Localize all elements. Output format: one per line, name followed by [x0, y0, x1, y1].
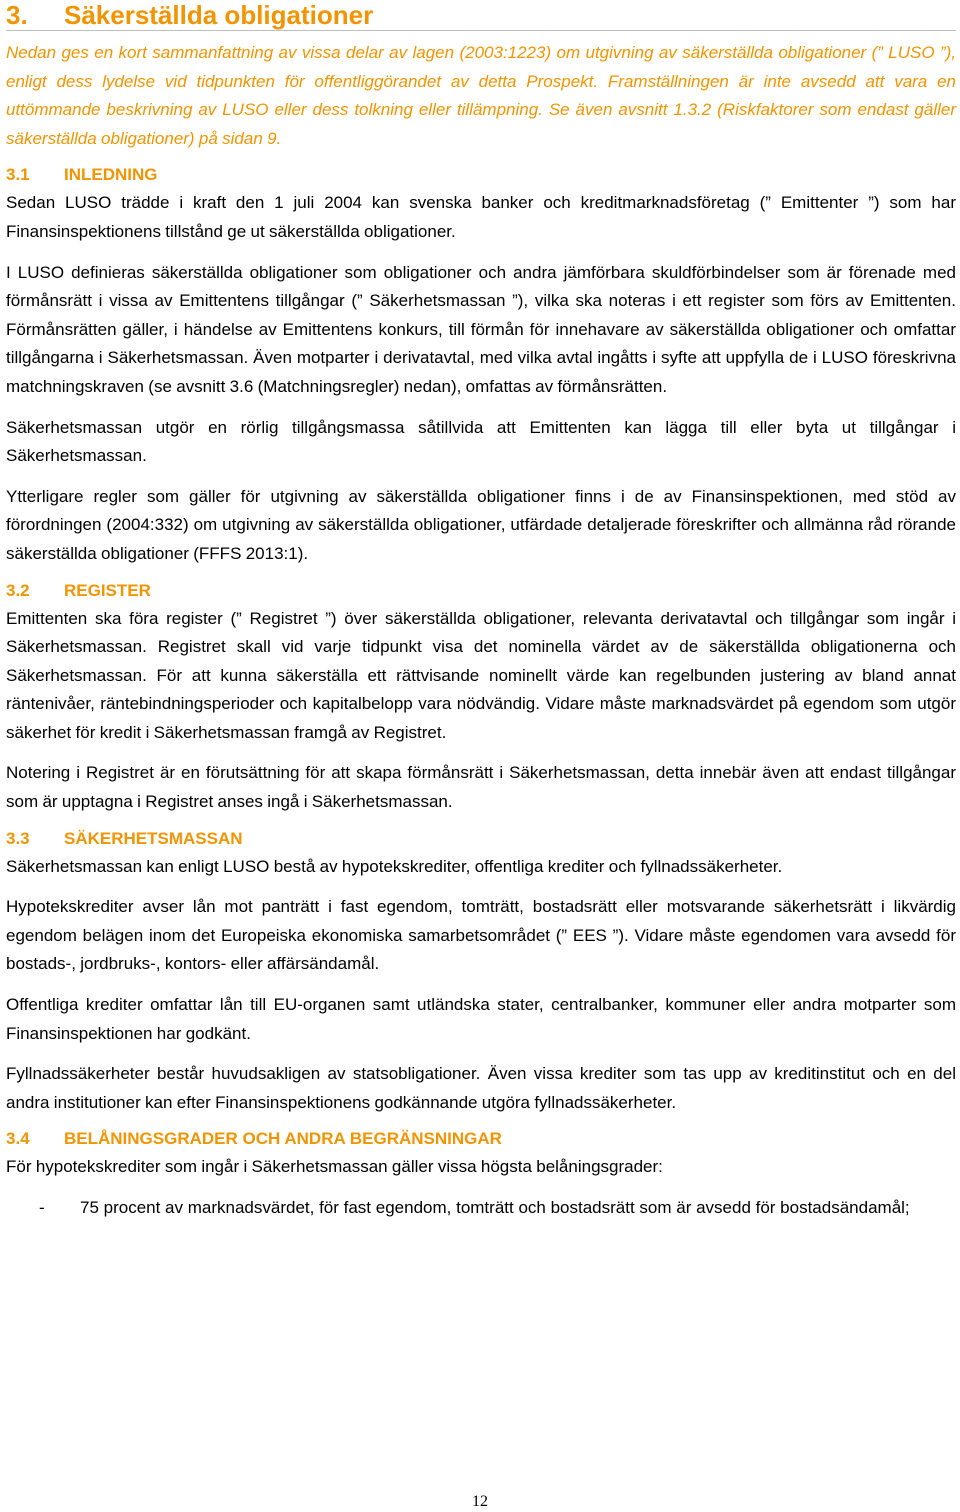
- list-marker: -: [39, 1198, 45, 1217]
- paragraph: Emittenten ska föra register (” Registret ”) över säkerställda obligationer, relevanta derivatavtal och tillgångar som ingår i Säkerhetsmassan. Registret skall vid varje tidpunkt visa det nominella värdet av de säkerställda obligationerna och Säkerhetsmassan. För att kunna säkerställa ett rättvisande nominellt värde kan regelbunden justering av bland annat räntenivåer, räntebindningsperioder och kapitalbelopp vara nödvändig. Vidare måste marknadsvärdet på egendom som utgör säkerhet för kredit i Säkerhetsmassan framgå av Registret.: [6, 608, 956, 742]
- section-number: 3.2: [6, 580, 30, 600]
- section-number: 3.1: [6, 165, 30, 185]
- paragraph: Säkerhetsmassan utgör en rörlig tillgångsmassa såtillvida att Emittenten kan lägga till eller byta ut tillgångar i Säkerhetsmassan.: [6, 417, 956, 466]
- document-page: [6, 0, 956, 1223]
- section-title: SÄKERHETSMASSAN: [64, 828, 243, 848]
- paragraph: Offentliga krediter omfattar lån till EU-organen samt utländska stater, centralbanker, kommuner eller andra motparter som Finansinspektionen har godkänt.: [6, 995, 956, 1043]
- section-number: 3.3: [6, 828, 30, 848]
- paragraph: Notering i Registret är en förutsättning för att skapa förmånsrätt i Säkerhetsmassan, detta innebär även att endast tillgångar som är upptagna i Registret anses ingå i Säkerhetsmassan.: [6, 763, 956, 812]
- paragraph: För hypotekskrediter som ingår i Säkerhetsmassan gäller vissa högsta belåningsgrader:: [6, 1157, 663, 1177]
- section-heading-register: [6, 576, 956, 605]
- section-heading-sakerhetsmassan: [6, 824, 956, 853]
- section-number: 3.4: [6, 1129, 30, 1149]
- chapter-heading: [6, 0, 956, 31]
- page-number: 12: [472, 1493, 488, 1510]
- paragraph: I LUSO definieras säkerställda obligationer som obligationer och andra jämförbara skuldförbindelser som är förenade med förmånsrätt i vissa av Emittentens tillgångar (” Säkerhetsmassan ”), vilka ska noteras i ett register som förs av Emittenten. Förmånsrätten gäller, i händelse av Emittentens konkurs, till förmån för innehavare av säkerställda obligationer och omfattar tillgångarna i Säkerhetsmassan. Även motparter i derivatavtal, med vilka avtal ingåtts i syfte att uppfylla de i LUSO föreskrivna matchningskraven (se avsnitt 3.6 (Matchningsregler) nedan), omfattas av förmånsrätten.: [6, 262, 956, 396]
- paragraph: Hypotekskrediter avser lån mot panträtt i fast egendom, tomträtt, bostadsrätt eller motsvarande säkerhetsrätt i likvärdig egendom belägen inom det Europeiska ekonomiska samarbetsområdet (” EES ”). Vidare måste egendomen vara avsedd för bostads-, jordbruks-, kontors- eller affärsändamål.: [6, 897, 956, 974]
- section-title: BELÅNINGSGRADER OCH ANDRA BEGRÄNSNINGAR: [64, 1129, 502, 1149]
- paragraph: Ytterligare regler som gäller för utgivning av säkerställda obligationer finns i de av Finansinspektionen, med stöd av förordningen (2004:332) om utgivning av säkerställda obligationer, utfärdade detaljerade föreskrifter och allmänna råd rörande säkerställda obligationer (FFFS 2013:1).: [6, 486, 956, 563]
- paragraph: Fyllnadssäkerheter består huvudsakligen av statsobligationer. Även vissa krediter som tas upp av kreditinstitut och en del andra institutioner kan efter Finansinspektionens godkännande utgöra fyllnadssäkerheter.: [6, 1064, 956, 1112]
- paragraph: Sedan LUSO trädde i kraft den 1 juli 2004 kan svenska banker och kreditmarknadsföretag (” Emittenter ”) som har Finansinspektionens tillstånd ge ut säkerställda obligationer.: [6, 193, 956, 241]
- list-item: [6, 1194, 956, 1223]
- section-title: INLEDNING: [64, 165, 158, 185]
- bullet-list: [6, 1194, 956, 1223]
- paragraph: Säkerhetsmassan kan enligt LUSO bestå av hypotekskrediter, offentliga krediter och fyllnadssäkerheter.: [6, 856, 783, 876]
- section-heading-inledning: [6, 160, 956, 189]
- chapter-intro: Nedan ges en kort sammanfattning av vissa delar av lagen (2003:1223) om utgivning av säkerställda obligationer (” LUSO ”), enligt dess lydelse vid tidpunkten för offentliggörandet av detta Prospekt. Framställningen är inte avsedd att vara en uttömmande beskrivning av LUSO eller dess tolkning eller tillämpning. Se även avsnitt 1.3.2 (Riskfaktorer som endast gäller säkerställda obligationer) på sidan 9.: [6, 43, 956, 148]
- chapter-title: Säkerställda obligationer: [64, 0, 374, 30]
- list-item-text: 75 procent av marknadsvärdet, för fast egendom, tomträtt och bostadsrätt som är avsedd för bostadsändamål;: [80, 1198, 910, 1217]
- chapter-number: 3.: [6, 0, 28, 30]
- section-title: REGISTER: [64, 580, 151, 600]
- section-heading-belaningsgrader: [6, 1124, 956, 1153]
